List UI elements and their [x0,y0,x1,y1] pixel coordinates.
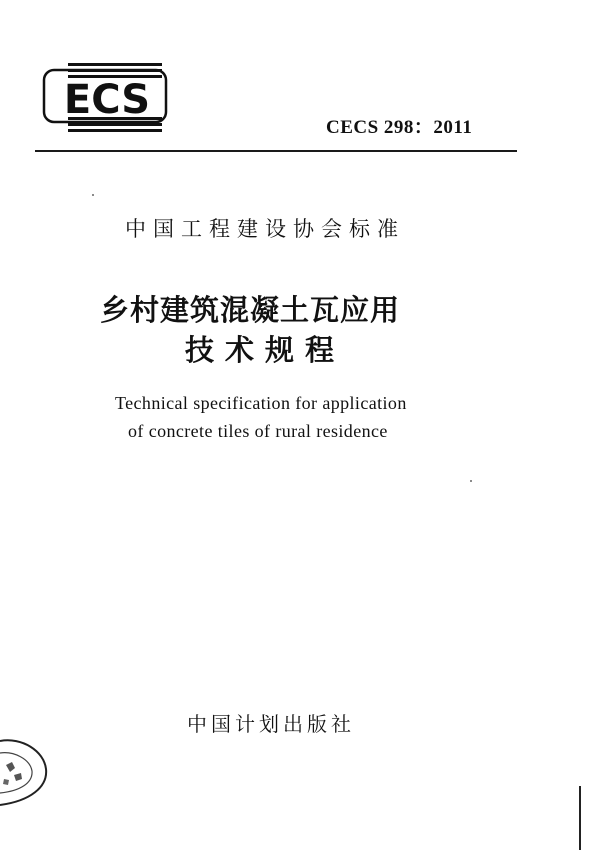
scan-speck [470,480,472,482]
publisher: 中国计划出版社 [187,712,355,736]
standard-code: CECS 298：2011 [326,117,473,138]
title-zh-line2: 技术规程 [185,333,346,367]
title-en-line2: of concrete tiles of rural residence [128,421,388,441]
scan-speck [92,194,94,196]
header-rule [35,150,517,152]
association-line [0,213,600,243]
association-text: 中国工程建设协会标准 [125,217,405,241]
ecs-logo-text: ECS [63,77,151,123]
title-en-line1: Technical specification for application [115,393,407,413]
ecs-logo-graphic [40,60,175,135]
page-edge-mark [579,786,581,850]
title-zh-line1: 乡村建筑混凝土瓦应用 [100,293,401,327]
library-stamp [0,735,56,807]
ecs-logo [40,60,175,135]
